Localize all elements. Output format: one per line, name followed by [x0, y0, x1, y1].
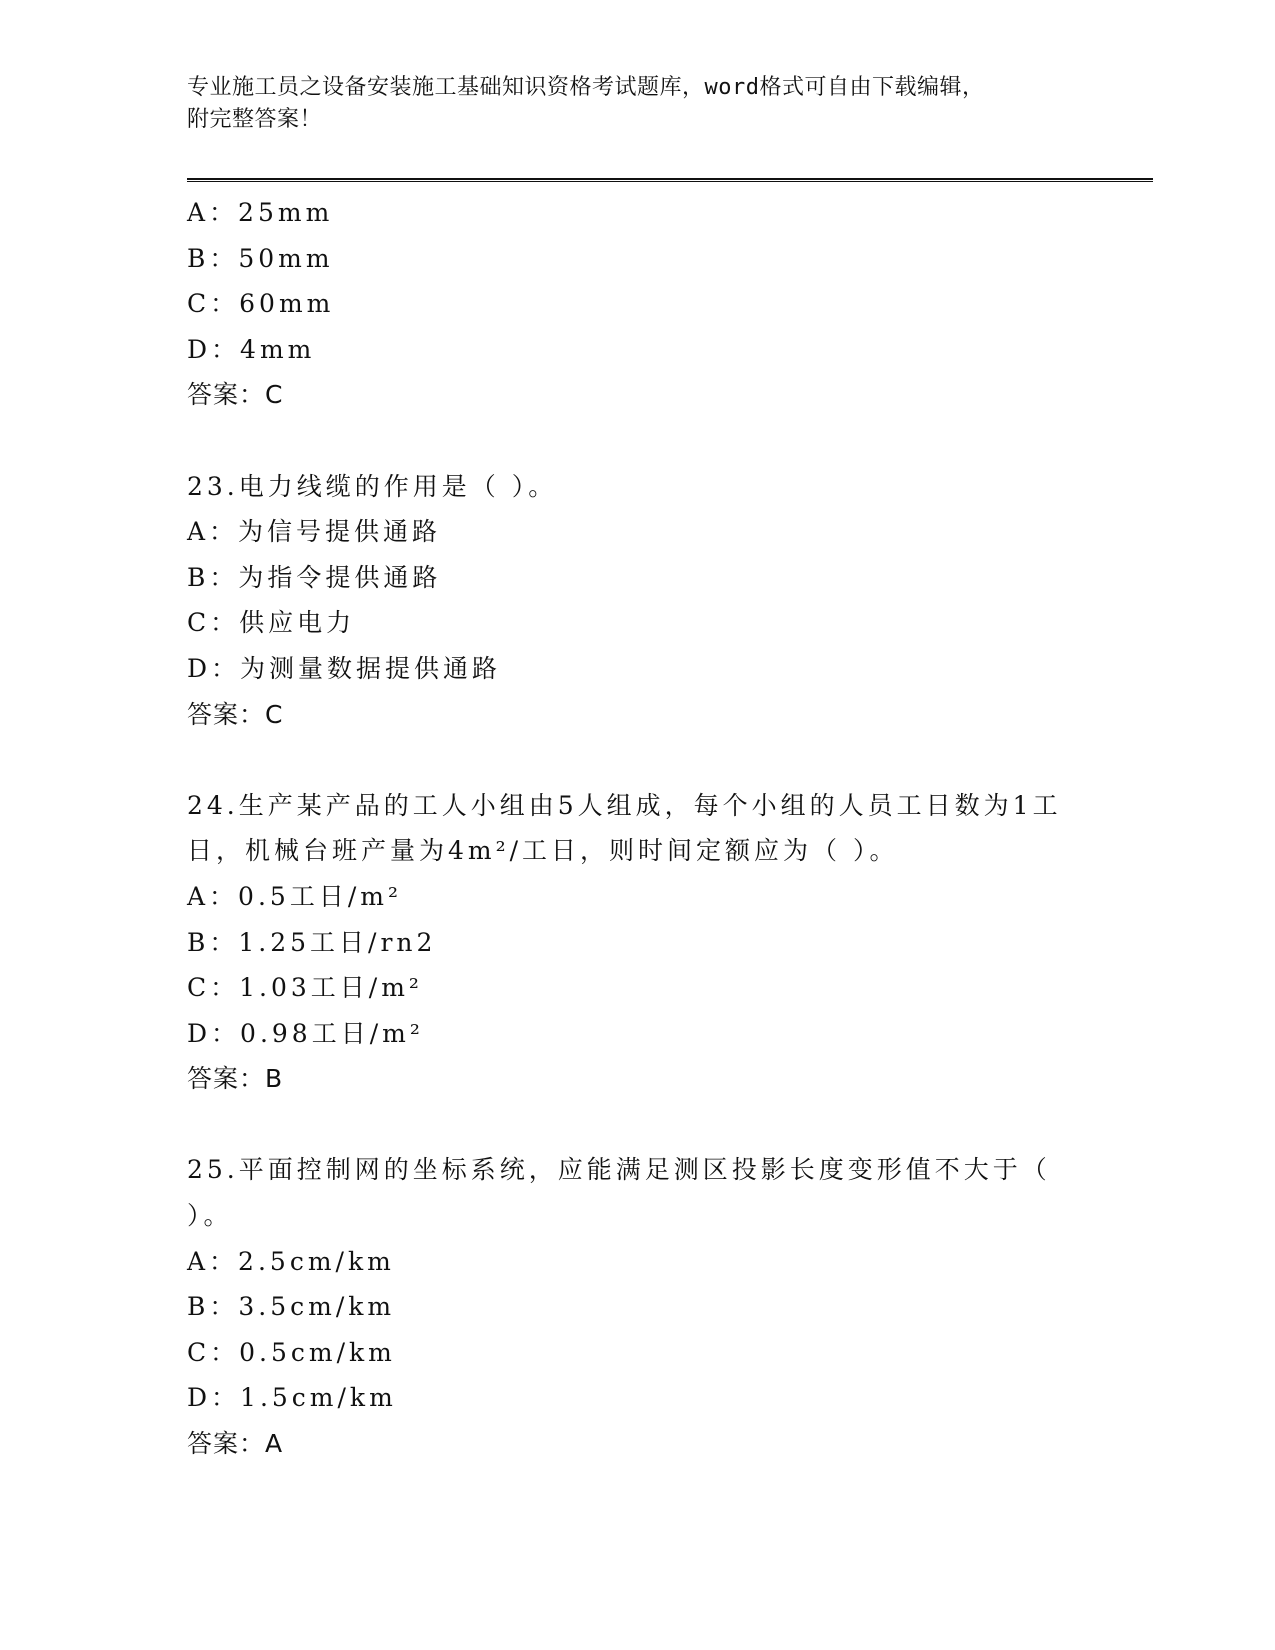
option-c: C：0.5cm/km	[187, 1337, 396, 1367]
question-list	[187, 190, 1087, 1467]
answer-line: 答案：C	[187, 699, 284, 729]
header-divider	[187, 178, 1153, 182]
header-title-line-2: 附完整答案！	[187, 107, 323, 132]
option-b: B：1.25工日/rn2	[187, 927, 437, 957]
option-d: D：0.98工日/m²	[187, 1018, 424, 1048]
option-a: A：0.5工日/m²	[187, 881, 402, 911]
answer-line: 答案：C	[187, 380, 284, 410]
question-stem-line-2: ）。	[187, 1201, 233, 1231]
option-a: A：25mm	[187, 198, 334, 227]
option-b: B：3.5cm/km	[187, 1292, 396, 1322]
question-22	[187, 190, 1087, 418]
option-c: C：1.03工日/m²	[187, 973, 423, 1003]
spacer	[187, 737, 1087, 783]
option-a: A：2.5cm/km	[187, 1246, 395, 1276]
question-24	[187, 783, 1087, 1102]
question-23	[187, 464, 1087, 738]
question-stem-line-1: 24.生产某产品的工人小组由5人组成，每个小组的人员工日数为1工	[187, 790, 1062, 820]
question-stem: 23.电力线缆的作用是（ ）。	[187, 471, 558, 501]
option-d: D：1.5cm/km	[187, 1383, 397, 1413]
question-stem-line-2: 日，机械台班产量为4m²/工日，则时间定额应为（ ）。	[187, 836, 899, 866]
question-25	[187, 1147, 1087, 1466]
option-c: C：60mm	[187, 289, 335, 319]
spacer	[187, 1102, 1087, 1148]
question-stem-line-1: 25.平面控制网的坐标系统，应能满足测区投影长度变形值不大于（	[187, 1155, 1051, 1185]
option-c: C：供应电力	[187, 608, 356, 638]
option-b: B：为指令提供通路	[187, 562, 442, 592]
spacer	[187, 418, 1087, 464]
option-d: D：为测量数据提供通路	[187, 653, 502, 683]
header-title-line-1: 专业施工员之设备安装施工基础知识资格考试题库，word格式可自由下载编辑，	[187, 75, 985, 100]
answer-line: 答案：A	[187, 1429, 284, 1459]
option-b: B：50mm	[187, 243, 334, 273]
answer-line: 答案：B	[187, 1064, 284, 1094]
document-header	[187, 72, 1087, 136]
option-d: D：4mm	[187, 334, 316, 364]
option-a: A：为信号提供通路	[187, 517, 442, 547]
